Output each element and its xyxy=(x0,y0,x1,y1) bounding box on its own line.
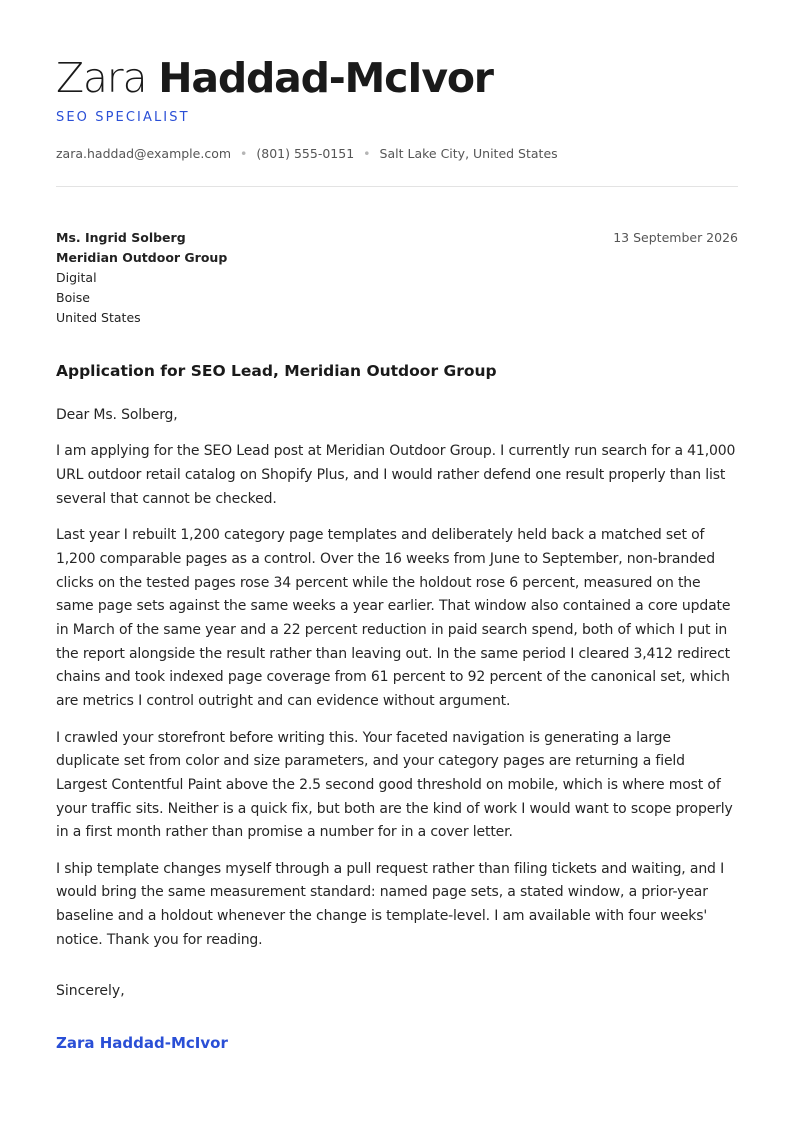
recipient-country: United States xyxy=(56,310,141,325)
applicant-name xyxy=(56,54,493,102)
contact-location: Salt Lake City, United States xyxy=(379,146,558,161)
letter-paragraph: Last year I rebuilt 1,200 category page templates and deliberately held back a matched set of 1,200 comparable pages as a control. Over the 16 weeks from June to September, non-branded clicks on the tested pages rose 34 percent while the holdout rose 6 percent, measured on the same page sets against the same weeks a year earlier. That window also contained a core update in March of the same year and a 22 percent reduction in paid search spend, both of which I put in the report alongside the result rather than leaving out. In the same period I cleared 3,412 redirect chains and took indexed page coverage from 61 percent to 92 percent of the canonical set, which are metrics I control outright and can evidence without argument. xyxy=(56,527,731,710)
letter-body xyxy=(56,404,738,965)
recipient-company: Meridian Outdoor Group xyxy=(56,250,228,265)
recipient-name: Ms. Ingrid Solberg xyxy=(56,230,186,245)
letter-paragraph: I crawled your storefront before writing this. Your faceted navigation is generating a large duplicate set from color and size parameters, and your category pages are returning a field Largest Contentful Paint above the 2.5 second good threshold on mobile, which is where most of your traffic sits. Neither is a quick fix, but both are the kind of work I would want to scope properly in a first month rather than promise a number for in a cover letter. xyxy=(56,729,733,841)
letter-signature: Zara Haddad-McIvor xyxy=(56,1034,228,1052)
job-title: SEO SPECIALIST xyxy=(56,110,190,125)
contact-separator: • xyxy=(363,146,371,161)
letter-closing: Sincerely, xyxy=(56,983,125,999)
contact-email: zara.haddad@example.com xyxy=(56,146,232,161)
letter-greeting: Dear Ms. Solberg, xyxy=(56,407,178,423)
last-name: Haddad-McIvor xyxy=(158,54,493,102)
letter-date: 13 September 2026 xyxy=(613,230,738,245)
letter-paragraph: I am applying for the SEO Lead post at Meridian Outdoor Group. I currently run search for a 41,000 URL outdoor retail catalog on Shopify Plus, and I would rather defend one result properly than list several that cannot be checked. xyxy=(56,443,736,507)
letter-subject: Application for SEO Lead, Meridian Outdoor Group xyxy=(56,362,497,380)
contact-line xyxy=(56,146,558,161)
recipient-department: Digital xyxy=(56,270,97,285)
contact-separator: • xyxy=(240,146,248,161)
letter-paragraph: I ship template changes myself through a pull request rather than filing tickets and waiting, and I would bring the same measurement standard: named page sets, a stated window, a prior-year baseline and a holdout whenever the change is template-level. I am available with four weeks' notice. Thank you for reading. xyxy=(56,860,725,948)
contact-phone: (801) 555-0151 xyxy=(256,146,355,161)
recipient-block xyxy=(56,228,227,328)
recipient-city: Boise xyxy=(56,290,90,305)
first-name: Zara xyxy=(56,54,147,102)
header-divider xyxy=(56,186,738,187)
